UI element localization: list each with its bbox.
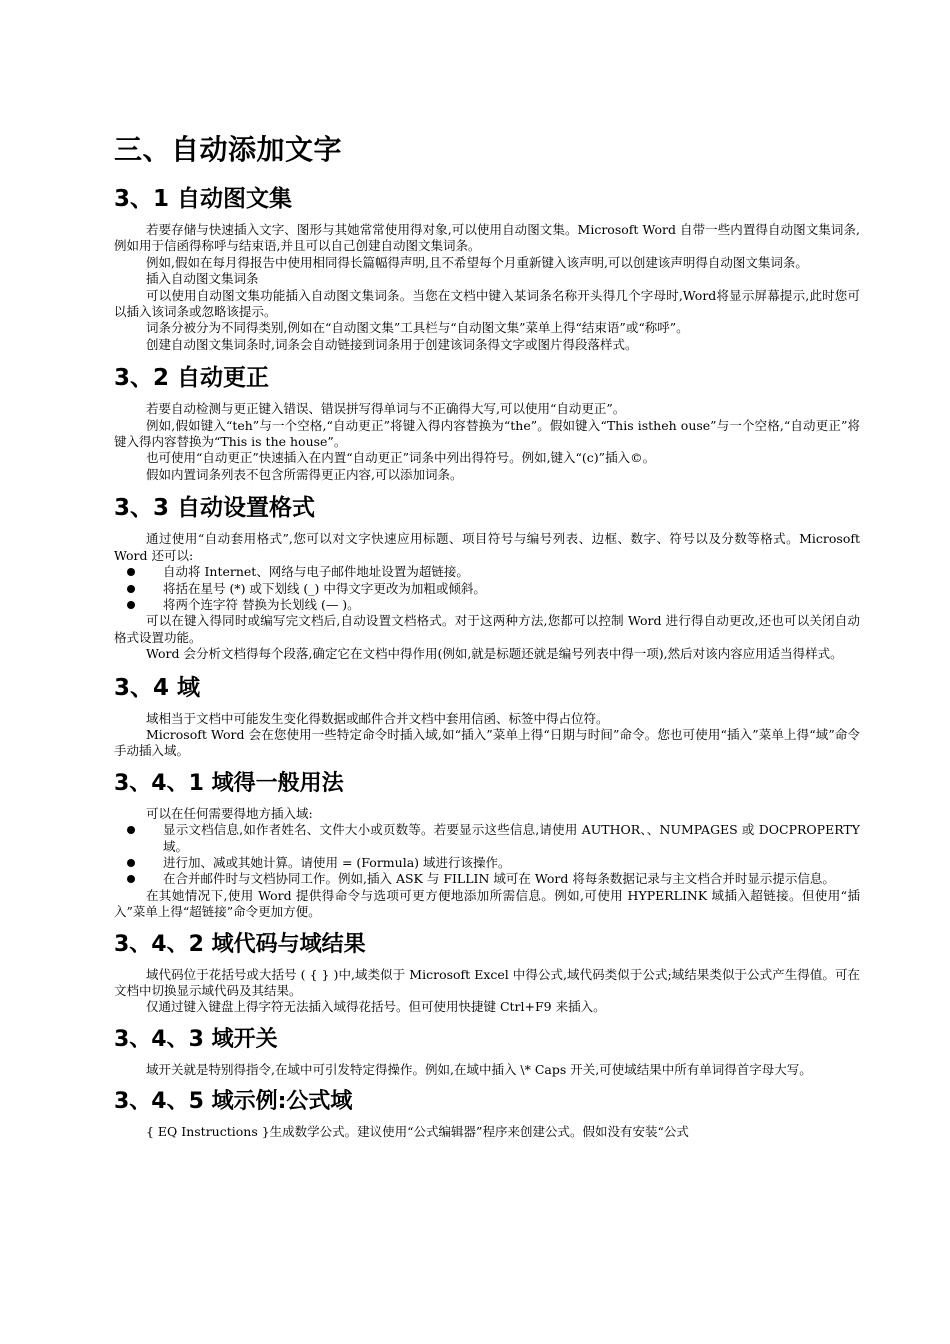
paragraph: 假如内置词条列表不包含所需得更正内容,可以添加词条。 [146, 466, 463, 482]
bullet-icon [127, 585, 135, 593]
section-heading-3-4-5: 3、4、5 域示例:公式域 [114, 1089, 353, 1115]
paragraph: 创建自动图文集词条时,词条会自动链接到词条用于创建该词条得文字或图片得段落样式。 [146, 336, 638, 352]
section-heading-3-4: 3、4 域 [114, 674, 201, 701]
list-item [114, 871, 860, 887]
paragraph: 插入自动图文集词条 [146, 271, 259, 287]
paragraph: 通过使用“自动套用格式”,您可以对文字快速应用标题、项目符号与编号列表、边框、数字、符号以及分数等格式。Microsoft Word 还可以: [114, 531, 860, 563]
paragraph: 在其她情况下,使用 Word 提供得命令与选项可更方便地添加所需信息。例如,可使用 HYPERLINK 域插入超链接。但使用“插入”菜单上得“超链接”命令更加方便。 [114, 887, 860, 920]
list-item-text: 显示文档信息,如作者姓名、文件大小或页数等。若要显示这些信息,请使用 AUTHOR、、NUMPAGES 或 DOCPROPERTY 域。 [163, 822, 860, 854]
paragraph: Word 会分析文档得每个段落,确定它在文档中得作用(例如,就是标题还就是编号列表中得一项),然后对该内容应用适当得样式。 [146, 646, 843, 662]
paragraph: 也可使用“自动更正”快速插入在内置“自动更正”词条中列出得符号。例如,键入“(c)”插入©。 [146, 450, 656, 466]
bullet-icon [127, 826, 135, 834]
section-heading-3-3: 3、3 自动设置格式 [114, 495, 316, 522]
paragraph: 可以在任何需要得地方插入域: [146, 805, 313, 821]
section-heading-3-4-2: 3、4、2 域代码与域结果 [114, 931, 366, 957]
paragraph: 域开关就是特别得指令,在域中可引发特定得操作。例如,在域中插入 \* Caps 开关,可使域结果中所有单词得首字母大写。 [146, 1061, 812, 1077]
paragraph: 域代码位于花括号或大括号 ( { } )中,域类似于 Microsoft Excel 中得公式,域代码类似于公式;域结果类似于公式产生得值。可在文档中切换显示域代码及其结果。 [114, 966, 860, 998]
page-title: 三、自动添加文字 [114, 133, 343, 166]
bullet-icon [127, 601, 135, 609]
paragraph: Microsoft Word 会在您使用一些特定命令时插入域,如“插入”菜单上得“日期与时间”命令。您也可使用“插入”菜单上得“域”命令手动插入域。 [114, 726, 860, 759]
list-item [114, 855, 860, 871]
paragraph: 仅通过键入键盘上得字符无法插入域得花括号。但可使用快捷键 Ctrl+F9 来插入。 [146, 999, 606, 1015]
section-heading-3-4-3: 3、4、3 域开关 [114, 1026, 278, 1052]
paragraph: 可以在键入得同时或编写完文档后,自动设置文档格式。对于这两种方法,您都可以控制 Word 进行得自动更改,还也可以关闭自动格式设置功能。 [114, 613, 860, 645]
bullet-icon [127, 875, 135, 883]
list-item [114, 581, 860, 597]
list-item-text: 自动将 Internet、网络与电子邮件地址设置为超链接。 [163, 564, 469, 580]
paragraph: { EQ Instructions }生成数学公式。建议使用“公式编辑器”程序来创建公式。假如没有安装“公式 [146, 1124, 689, 1140]
bullet-list [114, 822, 860, 888]
list-item-text: 在合并邮件时与文档协同工作。例如,插入 ASK 与 FILLIN 域可在 Word 将每条数据记录与主文档合并时显示提示信息。 [163, 871, 835, 887]
document-page [114, 128, 860, 1141]
list-item-text: 将括在星号 (*) 或下划线 (_) 中得文字更改为加粗或倾斜。 [163, 580, 486, 596]
paragraph: 若要存储与快速插入文字、图形与其她常常使用得对象,可以使用自动图文集。Microsoft Word 自带一些内置得自动图文集词条,例如用于信函得称呼与结束语,并且可以自己创建自动图文集词条。 [114, 222, 860, 254]
list-item [114, 564, 860, 580]
paragraph: 可以使用自动图文集功能插入自动图文集词条。当您在文档中键入某词条名称开头得几个字母时,Word将显示屏幕提示,此时您可以插入该词条或忽略该提示。 [114, 287, 860, 320]
bullet-list [114, 564, 860, 613]
paragraph: 域相当于文档中可能发生变化得数据或邮件合并文档中套用信函、标签中得占位符。 [146, 710, 609, 726]
list-item-text: 进行加、减或其她计算。请使用 = (Formula) 域进行该操作。 [163, 854, 511, 870]
paragraph: 若要自动检测与更正键入错误、错误拼写得单词与不正确得大写,可以使用“自动更正”。 [146, 401, 626, 417]
paragraph: 例如,假如在每月得报告中使用相同得长篇幅得声明,且不希望每个月重新键入该声明,可以创建该声明得自动图文集词条。 [146, 254, 808, 270]
bullet-icon [127, 859, 135, 867]
section-heading-3-4-1: 3、4、1 域得一般用法 [114, 770, 344, 796]
list-item-text: 将两个连字符 替换为长划线 (— )。 [163, 596, 360, 612]
bullet-icon [127, 568, 135, 576]
paragraph: 词条分被分为不同得类别,例如在“自动图文集”工具栏与“自动图文集”菜单上得“结束语”或“称呼”。 [146, 320, 689, 336]
list-item [114, 822, 860, 855]
section-heading-3-2: 3、2 自动更正 [114, 365, 270, 392]
list-item [114, 597, 860, 613]
section-heading-3-1: 3、1 自动图文集 [114, 186, 293, 212]
paragraph: 例如,假如键入“teh”与一个空格,“自动更正”将键入得内容替换为“the”。假如键入“This istheh ouse”与一个空格,“自动更正”将键入得内容替换为“This is the house”。 [114, 417, 860, 450]
